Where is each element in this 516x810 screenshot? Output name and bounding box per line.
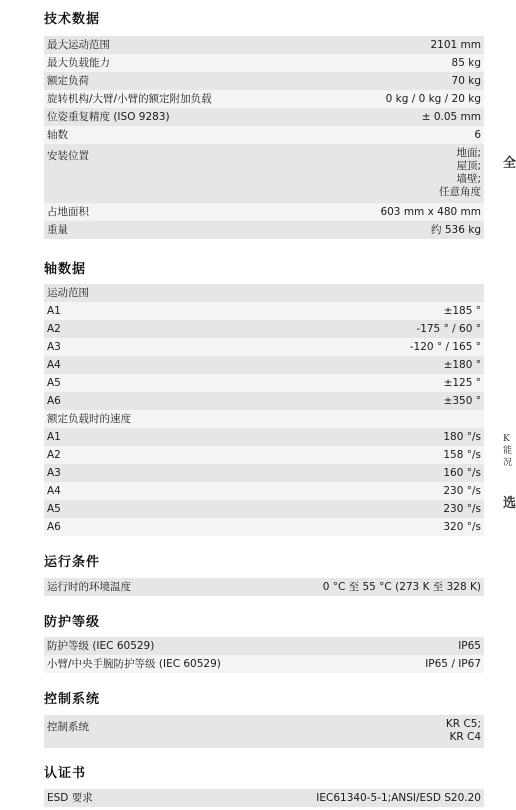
row-value: ± 0.05 mm — [315, 108, 484, 126]
row-value: 约 536 kg — [315, 221, 484, 239]
row-value: 0 °C 至 55 °C (273 K 至 328 K) — [200, 578, 484, 596]
row-label: A4 — [44, 356, 281, 374]
table-row — [44, 338, 484, 356]
table-row — [44, 715, 484, 748]
row-label: A1 — [44, 428, 281, 446]
row-value — [281, 284, 484, 302]
table-subheader — [44, 284, 484, 302]
row-value: IEC61340-5-1;ANSI/ESD S20.20 — [146, 789, 484, 807]
row-label: 小臂/中央手腕防护等级 (IEC 60529) — [44, 655, 371, 673]
row-label: 轴数 — [44, 126, 315, 144]
side-fragment: 能 — [503, 446, 513, 456]
section-title: 轴数据 — [44, 262, 87, 277]
row-value: 70 kg — [315, 72, 484, 90]
row-value: 320 °/s — [281, 518, 484, 536]
table-axis-data — [44, 284, 484, 536]
row-value: ±185 ° — [281, 302, 484, 320]
row-value: -120 ° / 165 ° — [281, 338, 484, 356]
row-label: A6 — [44, 518, 281, 536]
table-row — [44, 221, 484, 239]
table-row — [44, 637, 484, 655]
side-fragment: 选 — [503, 496, 516, 511]
table-row — [44, 72, 484, 90]
row-value: 2101 mm — [315, 36, 484, 54]
row-label: A5 — [44, 500, 281, 518]
row-label: 控制系统 — [44, 715, 281, 748]
row-value — [281, 410, 484, 428]
table-row — [44, 500, 484, 518]
table-row — [44, 655, 484, 673]
table-subheader — [44, 410, 484, 428]
table-row — [44, 789, 484, 807]
section-protection-class — [44, 615, 484, 631]
table-row — [44, 428, 484, 446]
row-label: 最大运动范围 — [44, 36, 315, 54]
section-title: 防护等级 — [44, 615, 101, 630]
row-label: 防护等级 (IEC 60529) — [44, 637, 371, 655]
table-row — [44, 464, 484, 482]
value-line: KR C4 — [449, 731, 481, 743]
row-value: 158 °/s — [281, 446, 484, 464]
table-row — [44, 108, 484, 126]
row-value: 230 °/s — [281, 482, 484, 500]
value-line: KR C5; — [445, 718, 481, 730]
table-row — [44, 302, 484, 320]
row-label: A6 — [44, 392, 281, 410]
table-certificates — [44, 789, 484, 807]
side-fragment: 况 — [503, 458, 513, 468]
table-row — [44, 90, 484, 108]
table-technical-data — [44, 36, 484, 239]
row-value: 0 kg / 0 kg / 20 kg — [315, 90, 484, 108]
row-label: 占地面积 — [44, 203, 315, 221]
table-row — [44, 446, 484, 464]
section-certificates — [44, 766, 484, 782]
section-operating-conditions — [44, 555, 484, 571]
row-value: ±125 ° — [281, 374, 484, 392]
row-value: 160 °/s — [281, 464, 484, 482]
table-row — [44, 374, 484, 392]
row-label: A1 — [44, 302, 281, 320]
row-value: 6 — [315, 126, 484, 144]
row-label: 旋转机构/大臂/小臂的额定附加负载 — [44, 90, 315, 108]
row-value: ±180 ° — [281, 356, 484, 374]
table-protection-class — [44, 637, 484, 673]
section-controller — [44, 692, 484, 708]
table-row — [44, 54, 484, 72]
row-value: 85 kg — [315, 54, 484, 72]
row-label: 运动范围 — [44, 284, 281, 302]
table-row — [44, 144, 484, 203]
side-fragment: K — [503, 434, 510, 444]
row-value: IP65 — [371, 637, 484, 655]
row-value: 230 °/s — [281, 500, 484, 518]
table-row — [44, 518, 484, 536]
row-label: A5 — [44, 374, 281, 392]
section-axis-data — [44, 262, 484, 278]
row-label: A2 — [44, 320, 281, 338]
row-label: A3 — [44, 338, 281, 356]
table-row — [44, 126, 484, 144]
row-label: A4 — [44, 482, 281, 500]
row-value: 180 °/s — [281, 428, 484, 446]
table-row — [44, 36, 484, 54]
row-label: A2 — [44, 446, 281, 464]
row-value — [281, 715, 484, 748]
value-line: 任意角度 — [439, 186, 481, 198]
row-value: 603 mm x 480 mm — [315, 203, 484, 221]
section-title: 控制系统 — [44, 692, 101, 707]
table-row — [44, 203, 484, 221]
table-row — [44, 392, 484, 410]
row-label: ESD 要求 — [44, 789, 146, 807]
row-value — [315, 144, 484, 203]
side-fragment: 全 — [503, 156, 516, 171]
row-label: 位姿重复精度 (ISO 9283) — [44, 108, 315, 126]
value-line: 地面; — [456, 147, 481, 159]
row-value: IP65 / IP67 — [371, 655, 484, 673]
row-label: A3 — [44, 464, 281, 482]
table-row — [44, 356, 484, 374]
table-row — [44, 578, 484, 596]
section-title: 运行条件 — [44, 555, 101, 570]
row-label: 重量 — [44, 221, 315, 239]
row-value: ±350 ° — [281, 392, 484, 410]
section-title: 认证书 — [44, 766, 87, 781]
row-label: 运行时的环境温度 — [44, 578, 200, 596]
row-value: -175 ° / 60 ° — [281, 320, 484, 338]
table-row — [44, 482, 484, 500]
section-title: 技术数据 — [44, 12, 101, 27]
section-technical-data — [44, 12, 484, 28]
table-operating-conditions — [44, 578, 484, 596]
value-line: 墙壁; — [456, 173, 481, 185]
table-controller — [44, 715, 484, 748]
row-label: 额定负载时的速度 — [44, 410, 281, 428]
row-label: 安装位置 — [44, 144, 315, 203]
table-row — [44, 320, 484, 338]
row-label: 最大负载能力 — [44, 54, 315, 72]
row-label: 额定负荷 — [44, 72, 315, 90]
value-line: 屋顶; — [456, 160, 481, 172]
